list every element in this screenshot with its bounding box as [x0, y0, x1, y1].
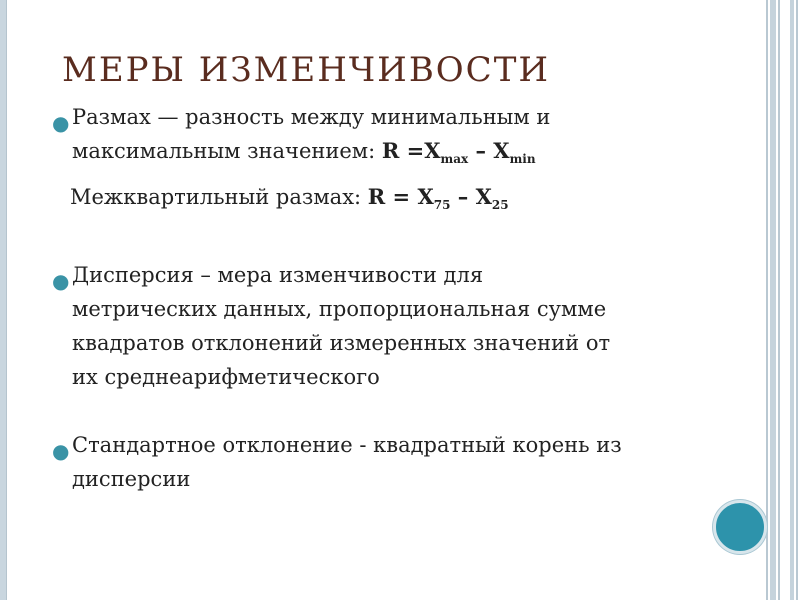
range-formula: $R =X_{max} - X_{min}$ — [381, 138, 536, 167]
std-dev-text: Стандартное отклонение - квадратный корень из дисперсии — [72, 433, 622, 492]
iqr-text: Межквартильный размах: — [70, 185, 368, 210]
bullet-dot-icon: ● — [52, 269, 70, 294]
iqr-line — [46, 180, 728, 222]
decorative-circle-icon — [713, 500, 767, 554]
bullet-std-dev — [48, 428, 712, 496]
iqr-formula: $R = X_{75} - X_{25}$ — [367, 184, 509, 213]
bullet-range — [48, 100, 728, 176]
slide-frame-right — [766, 0, 800, 600]
bullet-dot-icon: ● — [52, 439, 70, 464]
bullet-variance — [48, 258, 632, 394]
slide-title: МЕРЫ ИЗМЕНЧИВОСТИ — [62, 50, 551, 90]
bullet-dot-icon: ● — [52, 111, 70, 135]
slide-content — [48, 100, 728, 496]
range-text-line1: Размах — разность между минимальным и — [72, 105, 551, 129]
range-text-line2: максимальным значением: — [72, 139, 382, 163]
slide-frame-left — [0, 0, 7, 600]
variance-text: Дисперсия – мера изменчивости для метрических данных, пропорциональная сумме квадратов отклонений измеренных значений от их среднеарифметического — [72, 263, 611, 390]
